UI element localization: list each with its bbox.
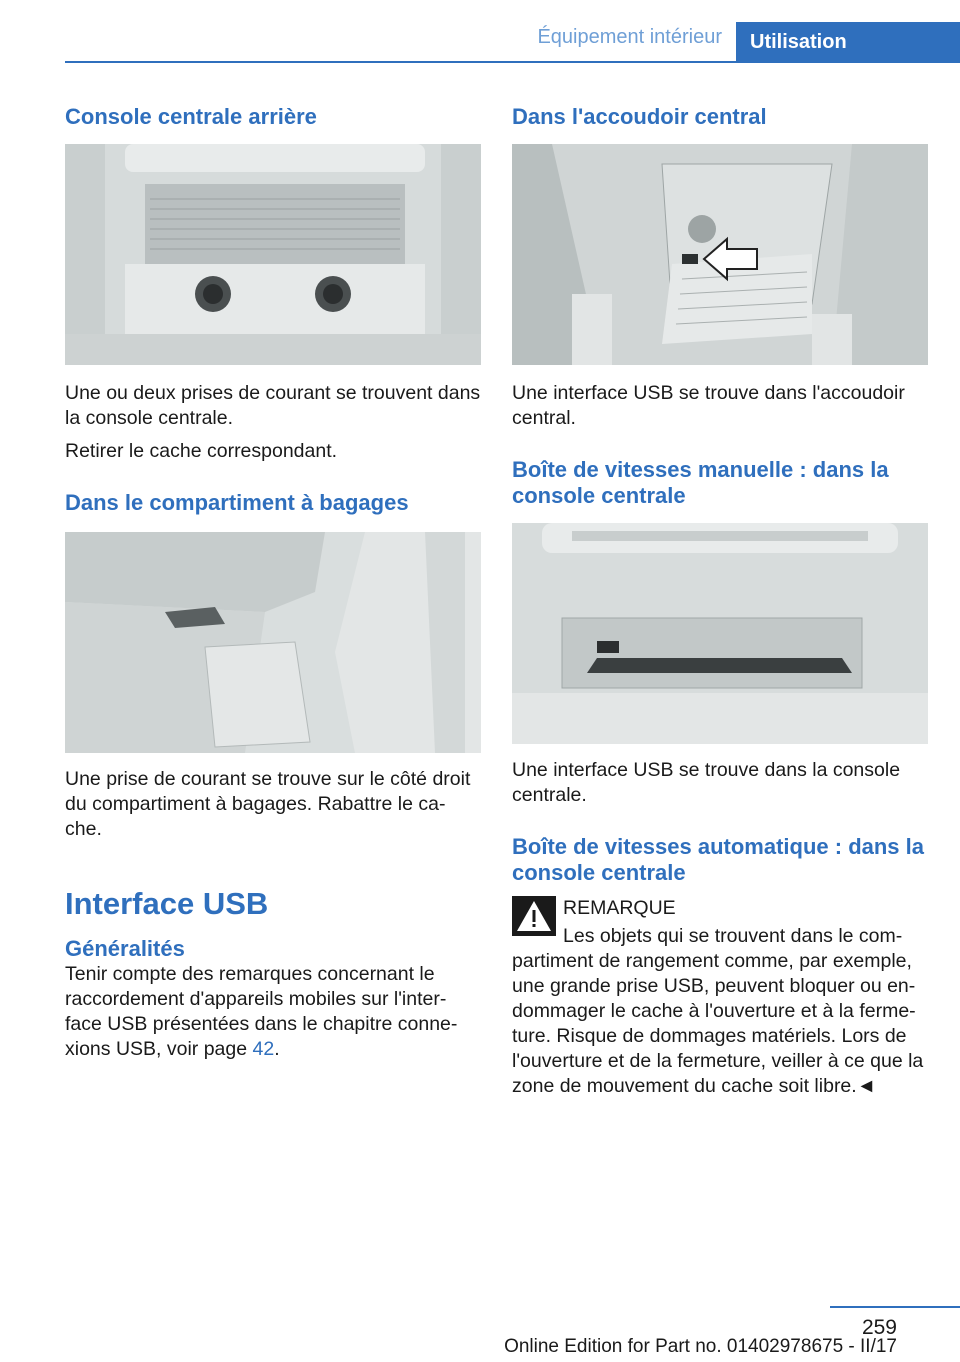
heading-usb-interface: Interface USB <box>65 886 269 921</box>
heading-console-rear: Console centrale arrière <box>65 104 317 129</box>
page-42-link[interactable]: 42 <box>252 1038 275 1060</box>
image-manual-console-usb <box>512 523 928 744</box>
header-rule <box>65 61 960 63</box>
heading-armrest: Dans l'accoudoir central <box>512 104 767 129</box>
text-manual-usb: Une interface USB se trouve dans la console centrale. <box>512 759 901 806</box>
header-section-title: Équipement intérieur <box>537 26 722 48</box>
text-general-body: Tenir compte des remarques concernant le raccordement d'appareils mobiles sur l'inter‐face USB présentées dans le chapitre conne‐xions USB, voir page <box>65 963 458 1060</box>
text-armrest-usb: Une interface USB se trouve dans l'accoudoir central. <box>512 382 905 429</box>
text-general-end: . <box>274 1038 280 1060</box>
footer-rule <box>830 1306 960 1308</box>
right-column <box>512 98 928 1099</box>
heading-automatic-gearbox: Boîte de vitesses automatique : dans la console centrale <box>512 834 925 885</box>
warning-notice <box>512 896 928 1099</box>
heading-general: Généralités <box>65 936 185 961</box>
image-trunk-socket <box>65 532 481 753</box>
left-column <box>65 98 481 1062</box>
warning-triangle-icon <box>512 896 556 936</box>
heading-manual-gearbox: Boîte de vitesses manuelle : dans la console centrale <box>512 457 889 508</box>
page-number: 259 <box>861 1316 897 1339</box>
text-remove-cover: Retirer le cache correspondant. <box>65 440 338 462</box>
warning-title: REMARQUE <box>563 897 676 919</box>
heading-trunk: Dans le compartiment à bagages <box>65 490 409 515</box>
header-tab-utilisation: Utilisation <box>736 22 960 63</box>
text-trunk-socket: Une prise de courant se trouve sur le côté droit du compartiment à bagages. Rabattre le ca‐che. <box>65 768 471 840</box>
image-armrest-usb <box>512 144 928 365</box>
image-rear-console <box>65 144 481 365</box>
warning-text: Les objets qui se trouvent dans le com‐partiment de rangement comme, par exemple, une grande prise USB, peuvent bloquer ou en‐dommager le cache à l'ouverture et à la ferme‐ture. Risque de dommages matériels. Lors de l'ouverture et de la fermeture, veiller à ce que la zone de mouvement du cache soit libre.◄ <box>512 925 924 1097</box>
edition-info: Online Edition for Part no. 01402978675 - II/17 <box>504 1336 897 1357</box>
text-general <box>65 962 481 1062</box>
text-console-sockets: Une ou deux prises de courant se trouvent dans la console centrale. <box>65 382 481 429</box>
